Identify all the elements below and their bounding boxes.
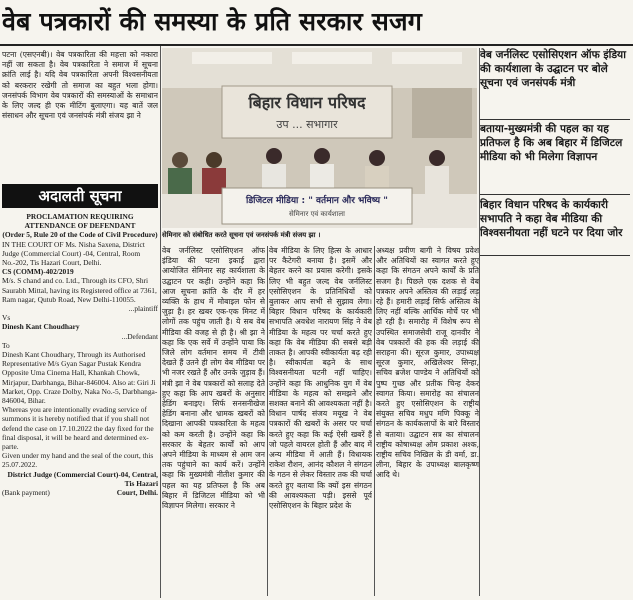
- photo-illustration: [162, 48, 477, 228]
- side-divider-3: [480, 255, 630, 256]
- notice-footer: [2, 488, 158, 497]
- notice-given: Given under my hand and the seal of the court, this 25.07.2022.: [2, 451, 154, 470]
- photo-stage-title: डिजिटल मीडिया : " वर्तमान और भविष्य ": [246, 196, 388, 206]
- notice-defendant-name: Dinesh Kant Choudhary: [2, 322, 80, 332]
- notice-address: Dinesh Kant Choudhary, Through its Authorised Representative M/s Gyan Sagar Pustak Kendra Opposite Uma Cinema Hall, Khankah Chowk, Mirjapur, Darbhanga, Bihar-846004. Also at: Giri Ji Market, Opp. Craze Dolby, Naka No.-5, Darbhanga-846004, Bihar.: [2, 350, 158, 406]
- notice-defendant-label: ...Defendant: [121, 331, 158, 341]
- article-column-2: [269, 246, 372, 596]
- notice-footer-left: (Bank payment): [2, 488, 50, 498]
- side-divider-1: [480, 119, 630, 120]
- notice-body: Whereas you are intentionally evading service of summons it is hereby notified that if you shall not defend the case on 17.10.2022 the day fixed for the final disposal, it will be heard and determined ex-parte.: [2, 405, 154, 452]
- notice-title: PROCLAMATION REQUIRING ATTENDANCE OF DEFENDANT: [24, 212, 136, 231]
- headline-rule: [0, 44, 633, 46]
- event-photo: [162, 48, 477, 228]
- column-divider: [479, 48, 480, 596]
- court-notice: [2, 212, 158, 597]
- side-box-1: वेब जर्नलिस्ट एसोसिएशन ऑफ इंडिया की कार्यशाला के उद्घाटन पर बोले सूचना एवं जनसंपर्क मंत्री: [480, 49, 626, 90]
- column-divider: [267, 246, 268, 596]
- notice-sign: District Judge (Commercial Court)-04, Central, Tis Hazari: [7, 469, 158, 488]
- notice-order: (Order 5, Rule 20 of the Code of Civil Procedure): [2, 230, 158, 240]
- side-box-3: बिहार विधान परिषद के कार्यकारी सभापति ने कहा वेब मीडिया की विश्वसनीयता नहीं घटने पर दिया जोर: [480, 199, 623, 240]
- column-divider: [374, 246, 375, 596]
- photo-banner-title: बिहार विधान परिषद: [248, 93, 366, 112]
- notice-to: To: [2, 340, 10, 350]
- notice-plaintiff-label: ...plaintiff: [128, 304, 158, 314]
- notice-plaintiff: M/s. S chand and co. Ltd., Through its CFO, Shri Saurabh Mittal, having its Registered office at 7361, Ram nagar, Qutub Road, New Delhi-110055.: [2, 276, 157, 304]
- article-text-1: वेब जर्नलिस्ट एसोसिएशन ऑफ इंडिया की पटना इकाई द्वारा आयोजित सेमिनार सह कार्यशाला के उद्घाटन पर कही। उन्होंने कहा कि आज सूचना क्रांति के दौर में हर व्यक्ति के हाथ में मोबाइल फोन से जुड़ा है। हर खबर एक-एक मिनट में लोगों तक पहुंच जाती है। ये सब वेब मीडिया की वजह से ही है। श्री झा ने कहा कि एक सर्वे में उन्होंने पाया कि जिले लोग वर्तमान समय में टीवी देखते हैं उतने ही लोग वेब मीडिया पर भी नजर रखते हैं और उनके जुड़ाव हैं। मंत्री झा ने वेब पत्रकारों को सलाह देते हुए कहा कि आप खबरों के अनुसार हेडिंग बनाइए। सिर्फ सनसनीखेज हेडिंग बनाना और भ्रामक खबरों को दिखाना आपकी पत्रकारिता के महत्व को कम करती है। उन्होंने कहा कि सरकार के बेहतर कार्यों को आप अपने मीडिया के माध्यम से आम जन तक पहुंचाने का कार्य करें। उन्होंने कहा कि मुख्यमंत्री नीतीश कुमार की पहल का यह प्रतिफल है कि अब बिहार में डिजिटल मीडिया को भी विज्ञापन मिलेगा। सरकार ने: [162, 246, 265, 511]
- notice-footer-right: Court, Delhi.: [116, 488, 158, 498]
- article-text-2: वेब मीडिया के लिए हित्स के आधार पर कैटेगरी बनाया है। इसमें और बेहतर करने का प्रयास करेगी। इसके लिए भी बहुत जल्द वेब जर्नलिस्ट एसोसिएशन के प्रतिनिधियों को बुलाकर आप सभी से सुझाव लेगा। बिहार विधान परिषद के कार्यकारी सभापति अवधेश नारायण सिंह ने वेब मीडिया के महत्व पर चर्चा करते हुए कहा कि वेब मीडिया की सबसे बड़ी ताकत है। आपकी स्वीकार्यता बढ़ रही है। स्वीकार्यता बढ़ने के साथ विश्वसनीयता घटनी नहीं चाहिए। उन्होंने कहा कि आधुनिक युग में वेब मीडिया के महत्व को समझने और सशक्त बनाने की आवश्यकता नहीं है। विधान पार्षद संजय मयूख ने वेब पत्रकारों की खबरों के असर पर चर्चा करते हुए कहा कि कई ऐसी खबरें हैं जो पहले वायरल होती हैं और बाद में अन्य मीडिया में आती हैं। विधायक राकेश रौशन, आनंद कौशल ने संगठन के गठन से लेकर विस्तार तक की चर्चा करते हुए बताया कि क्यों इस संगठन की आवश्यकता पड़ी। इससे पूर्व एसोसिएशन के बिहार प्रदेश के: [269, 246, 372, 511]
- notice-case: CS (COMM)-402/2019: [2, 267, 74, 277]
- photo-stage-subtitle: सेमिनार एवं कार्यशाला: [289, 210, 345, 218]
- left-intro-text: [2, 50, 158, 182]
- intro-paragraph: पटना (एसएनबी)। वेब पत्रकारिता की महत्ता को नकारा नहीं जा सकता है। वेब पत्रकारिता ने समाज में सूचना क्रांति लाई है। यदि वेब पत्रकारिता अपनी विश्वसनीयता को बरकरार रखेगी तो समाज का बहुत भला होगा। जनसंपर्क विभाग वेब पत्रकारों की समस्याओं के समाधान के लिए जल्द ही एक मीटिंग बुलाएगा। यह बातें जल संसाधन और सूचना एवं जनसंपर्क मंत्री संजय झा ने: [2, 50, 158, 121]
- column-divider: [160, 46, 161, 598]
- article-column-1: [162, 246, 265, 596]
- photo-banner-subtitle: उप ... सभागार: [276, 118, 338, 131]
- photo-caption: सेमिनार को संबोधित करते सूचना एवं जनसंपर्क मंत्री संजय झा ।: [162, 231, 321, 239]
- notice-vs: Vs: [2, 313, 11, 323]
- article-text-3-part-a: अध्यक्ष प्रवीण बागी ने विषय प्रवेश और अतिथियों का स्वागत करते हुए कहा कि संगठन अपने कार्यों के प्रति सजग है। पिछले एक दशक से वेब पत्रकार अपने अस्तित्व की लड़ाई लड़ रहे हैं। हमारी लड़ाई सिर्फ अस्तित्व के लिए नहीं बल्कि आर्थिक मोर्चे पर भी हो रही है। समारोह में विशेष रूप से उपस्थित समाजसेवी राजू दानवीर ने वेब पत्रकारों की हक की लड़ाई की सराहना की। सूरज कुमार, उपाध्यक्ष सूरज कुमार, अखिलेश्वर सिन्हा, सचिव ब्रजेश पाण्डेय ने अतिथियों को पुष्प गुच्छ और प्रतीक चिन्ह देकर स्वागत किया। समारोह का संचालन करते हुए एसोसिएशन के राष्ट्रीय संयुक्त सचिव मधुप मणि पिक्कू ने संगठन के कार्यकलापों के बारे विस्तार से बताया। उद्घाटन सत्र का संचालन राष्ट्रीय कोषाध्यक्ष ओम प्रकाश अश्क, राष्ट्रीय सचिव निखिल के डी वर्मा, डा. लीना, बिहार के उपाध्यक्ष बालकृष्ण आदि थे।: [376, 246, 479, 480]
- article-column-4: [482, 258, 630, 596]
- side-divider-2: [480, 194, 630, 195]
- side-box-2: बताया-मुख्यमंत्री की पहल का यह प्रतिफल है कि अब बिहार में डिजिटल मीडिया को भी मिलेगा विज्ञापन: [480, 123, 623, 164]
- notice-header: अदालती सूचना: [2, 184, 158, 208]
- headline: वेब पत्रकारों की समस्या के प्रति सरकार सजग: [2, 7, 423, 36]
- notice-court: IN THE COURT OF Ms. Nisha Saxena, District Judge (Commercial Court) -04, Central, Room No.-202, Tis Hazari Court, Delhi.: [2, 239, 145, 268]
- article-column-3: [376, 246, 479, 596]
